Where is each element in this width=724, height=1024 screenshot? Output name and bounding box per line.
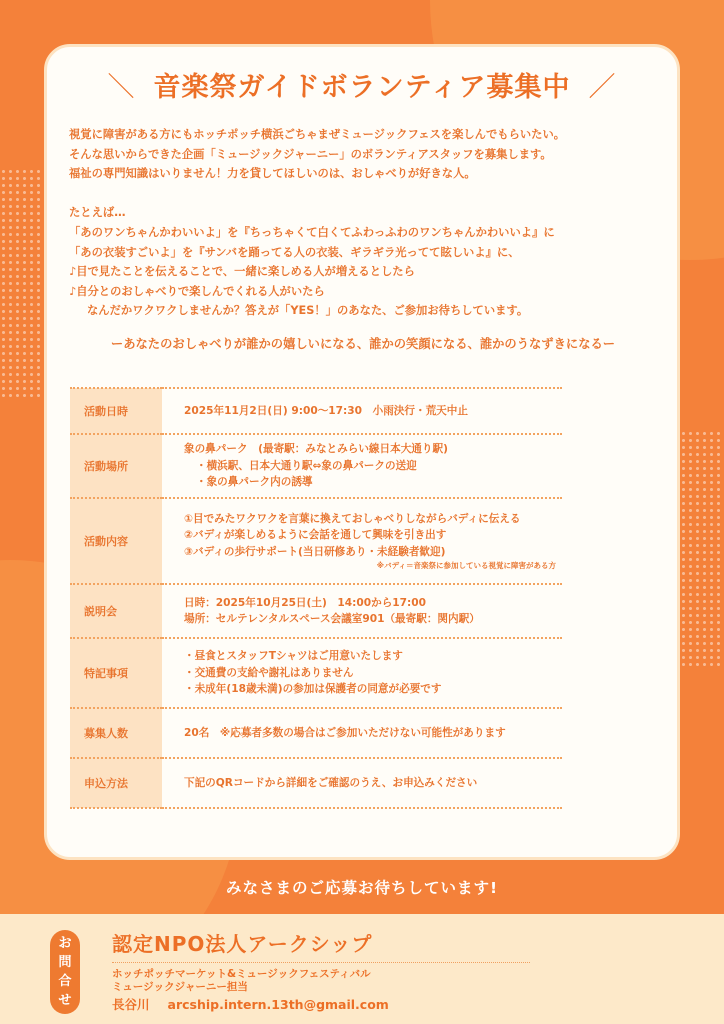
value-notes — [162, 638, 562, 708]
value-place — [162, 434, 562, 498]
value-apply: 下記のQRコードから詳細をご確認のうえ、お申込みください — [162, 758, 562, 808]
intro-line: そんな思いからできた企画「ミュージックジャーニー」のボランティアスタッフを募集します。 — [69, 147, 552, 161]
notes-line: ・交通費の支給や謝礼はありません — [184, 666, 354, 679]
table-row — [70, 638, 562, 708]
label-notes: 特記事項 — [70, 638, 162, 708]
value-briefing — [162, 584, 562, 638]
organization-name: 認定NPO法人アークシップ — [112, 932, 373, 956]
notes-line: ・未成年(18歳未満)の参加は保護者の同意が必要です — [184, 683, 442, 696]
dot-pattern-left — [0, 168, 44, 398]
contact-badge — [50, 930, 80, 1014]
department-line: ミュージックジャーニー担当 — [112, 981, 248, 993]
label-date: 活動日時 — [70, 388, 162, 434]
example-line: なんだかワクワクしませんか？答えが「YES！」のあなた、ご参加お待ちしています。 — [87, 304, 529, 318]
buddy-note: ※バディ＝音楽祭に参加している視覚に障害がある方 — [376, 561, 556, 571]
details-table — [70, 387, 562, 809]
department — [112, 968, 371, 994]
briefing-line: 場所：セルテレンタルスペース会議室901（最寄駅：関内駅） — [184, 613, 480, 625]
label-capacity: 募集人数 — [70, 708, 162, 758]
divider — [112, 962, 530, 963]
notes-line: ・昼食とスタッフTシャツはご用意いたします — [184, 650, 403, 663]
table-row — [70, 758, 562, 808]
table-row — [70, 388, 562, 434]
label-briefing: 説明会 — [70, 584, 162, 638]
contact-person — [112, 995, 389, 1013]
title-text: 音楽祭ガイドボランティア募集中 — [153, 72, 571, 103]
table-row — [70, 708, 562, 758]
place-line: 象の鼻パーク (最寄駅：みなとみらい線日本大通り駅) — [184, 443, 448, 456]
catchphrase: ーあなたのおしゃべりが誰かの嬉しいになる、誰かの笑顔になる、誰かのうなずきになるー — [110, 337, 616, 351]
example-line: たとえば… — [69, 206, 126, 220]
example-line: 「あのワンちゃんかわいいよ」を『ちっちゃくて白くてふわっふわのワンちゃんかわいいよ』に — [69, 225, 555, 239]
content-line: ③バディの歩行サポート(当日研修あり・未経験者歓迎) — [184, 545, 446, 558]
place-line: ・横浜駅、日本大通り駅⇔象の鼻パークの送迎 — [196, 459, 417, 472]
poster-title — [47, 65, 677, 104]
contact-name: 長谷川 — [112, 997, 150, 1012]
intro-text — [69, 125, 667, 321]
example-line: ♪目で見たことを伝えることで、一緒に楽しめる人が増えるとしたら — [69, 265, 415, 279]
value-date: 2025年11月2日(日) 9:00～17:30 小雨決行・荒天中止 — [162, 388, 562, 434]
title-slash-right: ／ — [588, 72, 617, 103]
content-line: ①目でみたワクワクを言葉に換えておしゃべりしながらバディに伝える — [184, 512, 521, 525]
intro-line: 視覚に障害がある方にもホッチポッチ横浜ごちゃまぜミュージックフェスを楽しんでもらいたい。 — [69, 128, 566, 141]
example-line: ♪自分とのおしゃべりで楽しんでくれる人がいたら — [69, 284, 325, 298]
contact-email[interactable]: arcship.intern.13th@gmail.com — [167, 997, 389, 1012]
department-line: ホッチポッチマーケット&ミュージックフェスティバル — [112, 968, 371, 980]
table-row — [70, 434, 562, 498]
example-line: 「あの衣装すごいよ」を『サンバを踊ってる人の衣装、ギラギラ光ってて眩しいよ』に、 — [69, 245, 520, 259]
value-capacity: 20名 ※応募者多数の場合はご参加いただけない可能性があります — [162, 708, 562, 758]
label-content: 活動内容 — [70, 498, 162, 584]
value-content — [162, 498, 562, 584]
dot-pattern-right — [680, 430, 724, 670]
intro-line: 福祉の専門知識はいりません！力を貸してほしいのは、おしゃべりが好きな人。 — [69, 167, 476, 181]
title-slash-left: ＼ — [107, 72, 136, 103]
table-row — [70, 498, 562, 584]
content-line: ②バディが楽しめるように会話を通して興味を引き出す — [184, 529, 447, 542]
place-line: ・象の鼻パーク内の誘導 — [196, 476, 313, 489]
table-row — [70, 584, 562, 638]
contact-badge-text: お問合せ — [58, 936, 72, 1008]
label-apply: 申込方法 — [70, 758, 162, 808]
contact-section — [0, 914, 724, 1024]
label-place: 活動場所 — [70, 434, 162, 498]
briefing-line: 日時：2025年10月25日(土) 14:00から17:00 — [184, 596, 427, 609]
footer-message: みなさまのご応募お待ちしています! — [225, 879, 499, 897]
